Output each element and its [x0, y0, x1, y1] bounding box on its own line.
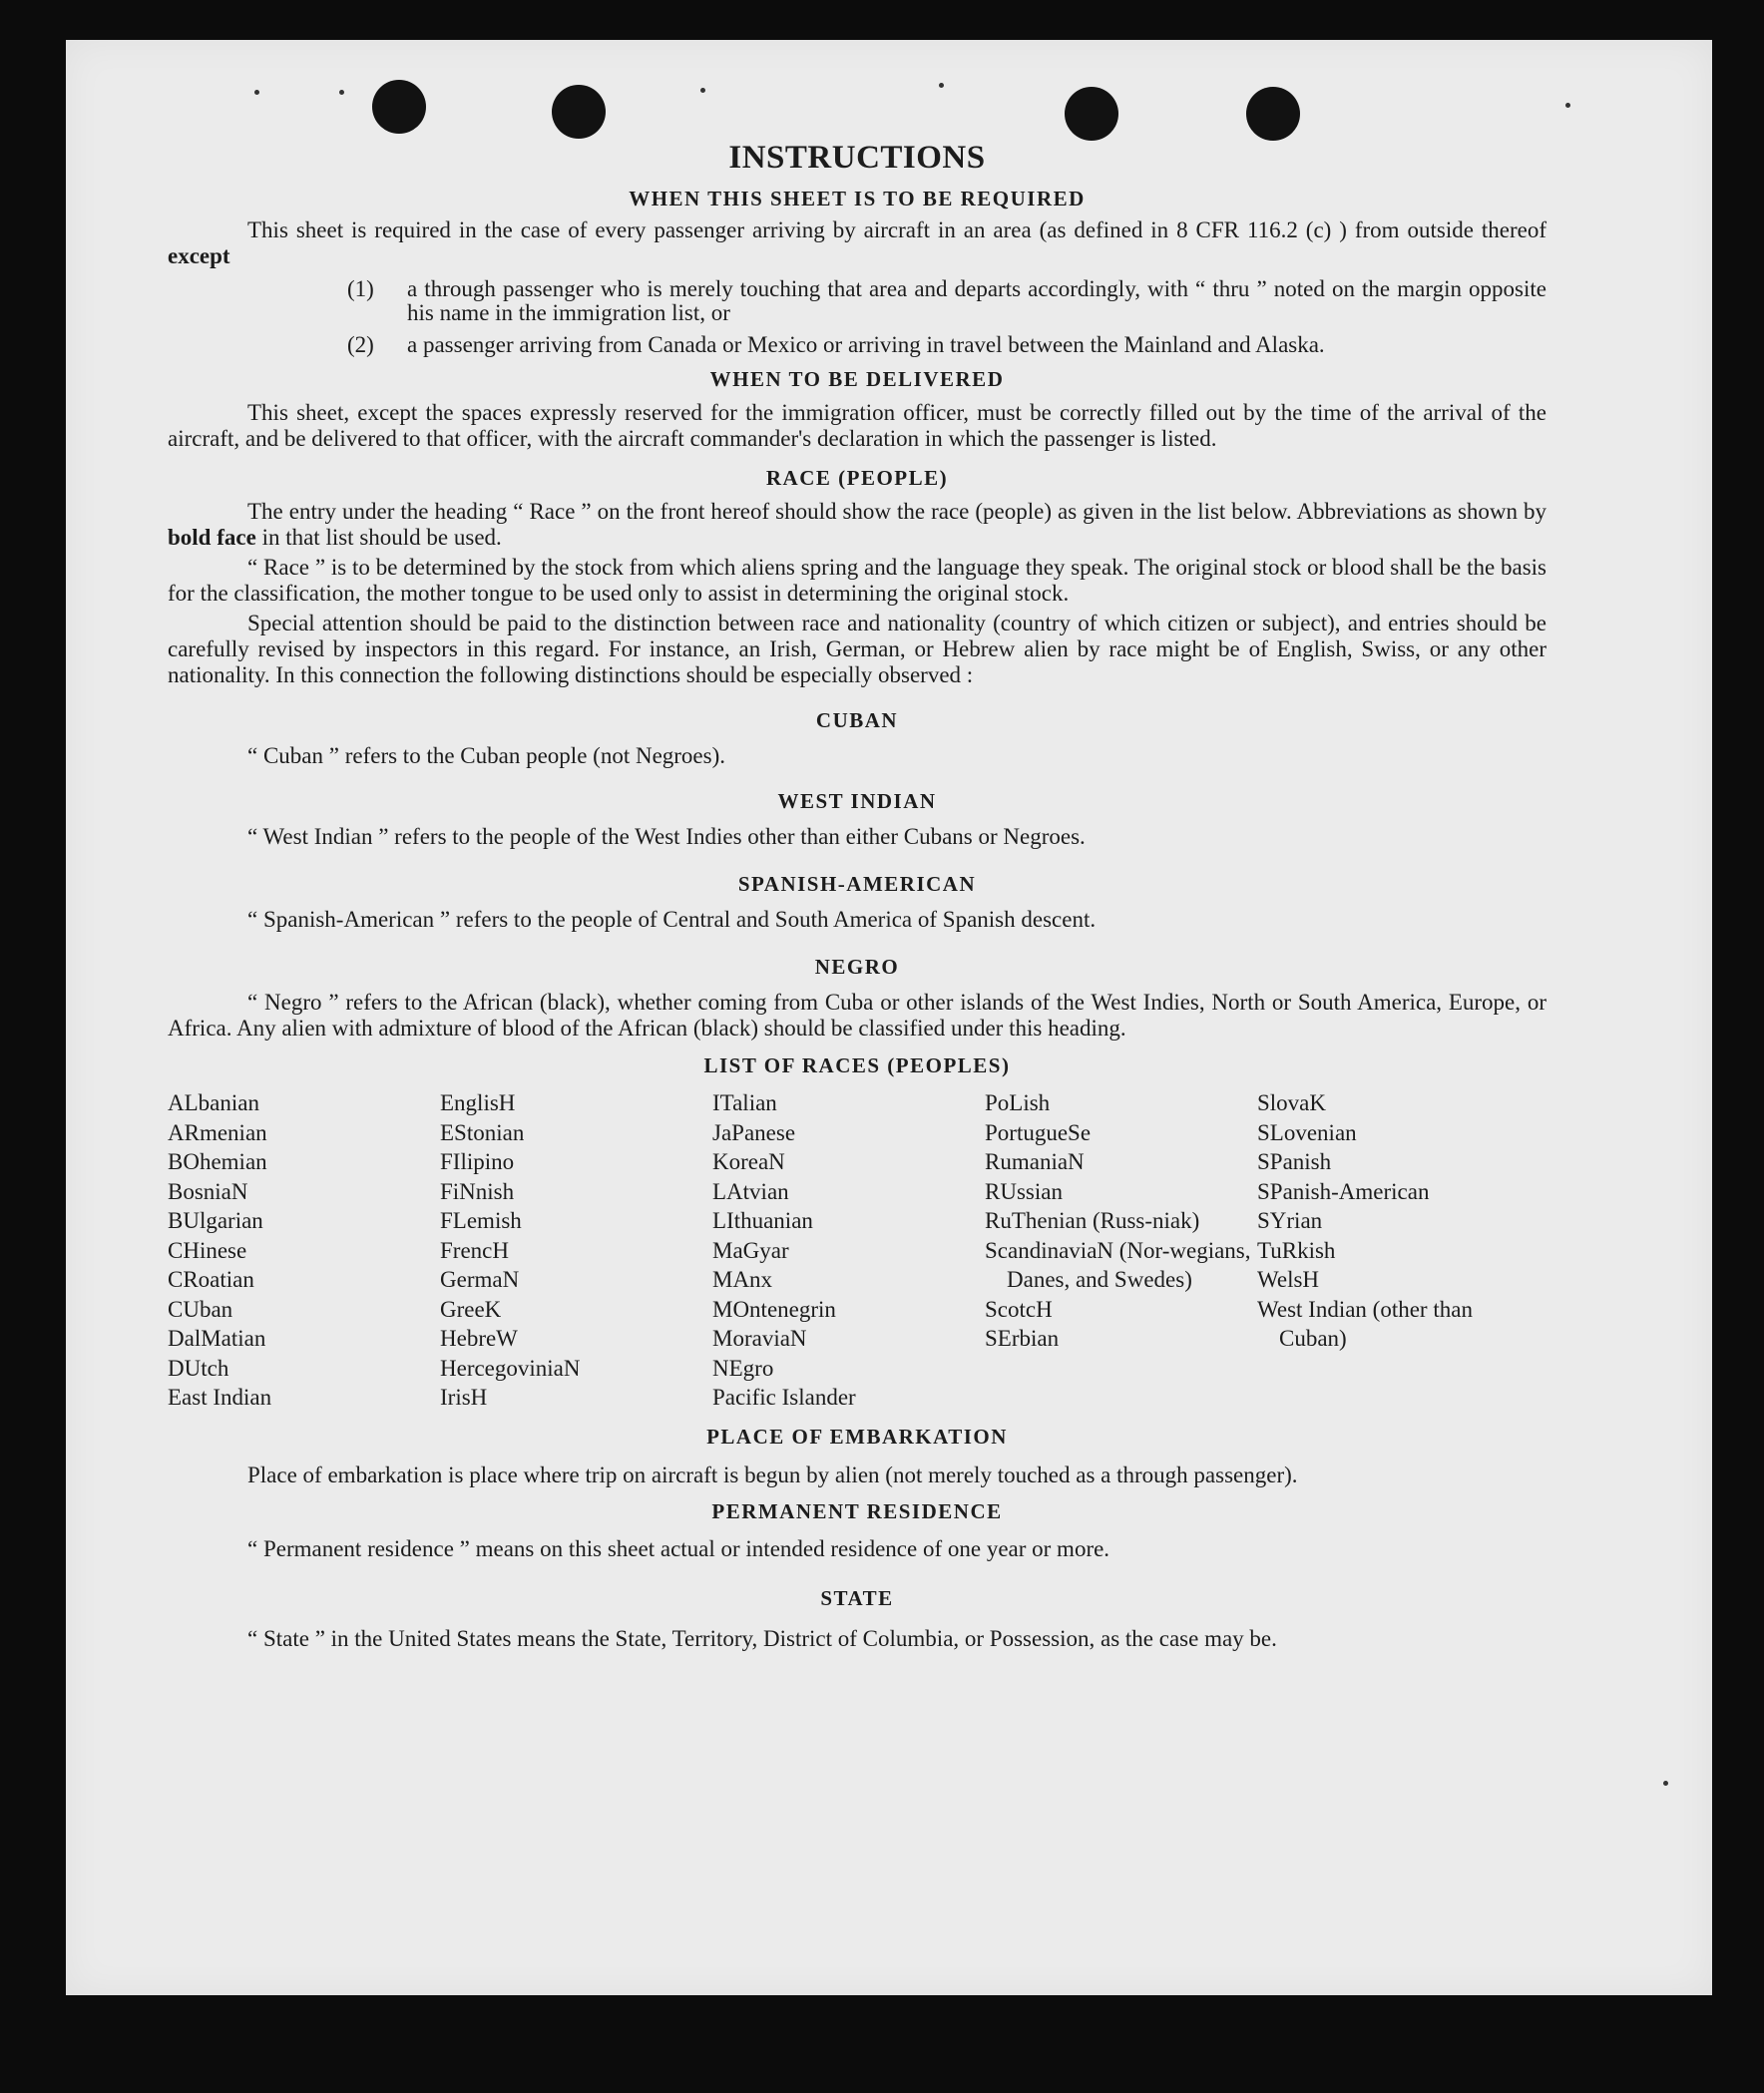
race-item: EStonian [440, 1119, 525, 1145]
race-item: MoraviaN [712, 1326, 807, 1351]
race-item: ScandinaviaN (Nor-wegians, Danes, and Swedes) [985, 1237, 1251, 1292]
race-item: West Indian (other than Cuban) [1257, 1296, 1473, 1351]
section-heading-races: LIST OF RACES (PEOPLES) [703, 1053, 1011, 1077]
exception-text: a passenger arriving from Canada or Mexico or arriving in travel between the Mainland and Alaska. [407, 332, 1325, 357]
race-column [1257, 1088, 1546, 1413]
race-item: Pacific Islander [712, 1385, 856, 1410]
race-item: IrisH [440, 1385, 488, 1410]
race-item: ARmenian [168, 1119, 267, 1145]
race-item: PoLish [985, 1090, 1051, 1115]
race-item: BUlgarian [168, 1208, 263, 1233]
race-item: DalMatian [168, 1326, 266, 1351]
exception-item [168, 333, 1546, 357]
race-item: SErbian [985, 1326, 1060, 1351]
delivered-text: This sheet, except the spaces expressly reserved for the immigration officer, must be correctly filled out by the time of the arrival of the aircraft, and be delivered to that officer, with the aircraft commander's declaration in which the passenger is listed. [168, 400, 1546, 451]
race-item: NEgro [712, 1355, 774, 1381]
race-column [985, 1088, 1257, 1413]
speck [339, 90, 344, 95]
speck [1565, 103, 1570, 108]
race-item: TuRkish [1257, 1237, 1336, 1263]
section-heading-delivered: WHEN TO BE DELIVERED [709, 367, 1005, 391]
race-item: FiNnish [440, 1178, 515, 1204]
race-item: ALbanian [168, 1090, 259, 1115]
race-item: RumaniaN [985, 1149, 1085, 1174]
race-p1-end: in that list should be used. [261, 525, 502, 550]
race-paragraph-1 [168, 499, 1546, 551]
instructions-text [168, 140, 1546, 1655]
section-heading-cuban: CUBAN [815, 708, 899, 732]
spanish-american-text: “ Spanish-American ” refers to the people of Central and South America of Spanish descent. [247, 907, 1097, 932]
race-item: East Indian [168, 1385, 272, 1410]
state-text: “ State ” in the United States means the State, Territory, District of Columbia, or Possession, as the case may be. [247, 1625, 1277, 1651]
race-item: KoreaN [712, 1149, 785, 1174]
race-item: FIlipino [440, 1149, 515, 1174]
embarkation-text: Place of embarkation is place where trip on aircraft is begun by alien (not merely touched as a through passenger). [247, 1462, 1298, 1487]
residence-text: “ Permanent residence ” means on this sheet actual or intended residence of one year or more. [247, 1535, 1110, 1561]
speck [254, 90, 259, 95]
race-list [168, 1088, 1546, 1413]
race-item: GermaN [440, 1267, 520, 1292]
race-item: EnglisH [440, 1090, 516, 1115]
cuban-text: “ Cuban ” refers to the Cuban people (not Negroes). [247, 743, 726, 768]
race-column [168, 1088, 440, 1413]
race-item: LAtvian [712, 1178, 789, 1204]
page-title: INSTRUCTIONS [728, 140, 986, 176]
punch-hole [1246, 87, 1300, 141]
race-item: BOhemian [168, 1149, 267, 1174]
section-heading-spanish-american: SPANISH-AMERICAN [737, 872, 977, 896]
section-heading-negro: NEGRO [814, 955, 900, 979]
race-p1-bold: bold face [168, 525, 256, 550]
race-item: SLovenian [1257, 1119, 1357, 1145]
race-item: SYrian [1257, 1208, 1323, 1233]
race-item: WelsH [1257, 1267, 1320, 1292]
required-intro [168, 217, 1546, 269]
required-intro-text: This sheet is required in the case of every passenger arriving by aircraft in an area (as defined in 8 CFR 116.2 (c) ) from outside thereof [247, 217, 1546, 242]
race-item: SlovaK [1257, 1090, 1326, 1115]
race-item: MAnx [712, 1267, 773, 1292]
west-indian-text: “ West Indian ” refers to the people of the West Indies other than either Cubans or Negroes. [247, 824, 1086, 849]
race-item: SPanish [1257, 1149, 1332, 1174]
race-item: BosniaN [168, 1178, 248, 1204]
exception-number: (1) [347, 276, 374, 301]
required-intro-except: except [168, 243, 230, 268]
punch-hole [1065, 87, 1118, 141]
race-column [440, 1088, 712, 1413]
race-item: FrencH [440, 1237, 509, 1263]
race-item: RuThenian (Russ-niak) [985, 1208, 1200, 1233]
race-item: ITalian [712, 1090, 777, 1115]
punch-hole [372, 80, 426, 134]
race-item: HebreW [440, 1326, 518, 1351]
section-heading-state: STATE [820, 1585, 894, 1610]
speck [939, 83, 944, 88]
race-item: DUtch [168, 1355, 229, 1381]
exception-text: a through passenger who is merely touching that area and departs accordingly, with “ thru ” noted on the margin opposite his name in the immigration list, or [407, 276, 1546, 325]
race-item: RUssian [985, 1178, 1063, 1204]
negro-text: “ Negro ” refers to the African (black), whether coming from Cuba or other islands of the West Indies, North or South America, Europe, or Africa. Any alien with admixture of blood of the African (black) should be classified under this heading. [168, 990, 1546, 1041]
race-item: MOntenegrin [712, 1296, 836, 1322]
speck [700, 88, 705, 93]
race-item: MaGyar [712, 1237, 789, 1263]
section-heading-required: WHEN THIS SHEET IS TO BE REQUIRED [629, 187, 1086, 210]
race-p1-text: The entry under the heading “ Race ” on the front hereof should show the race (people) as given in the list below. Abbreviations as shown by [247, 499, 1546, 524]
race-item: FLemish [440, 1208, 522, 1233]
race-item: CRoatian [168, 1267, 254, 1292]
race-paragraph-2: “ Race ” is to be determined by the stock from which aliens spring and the language they speak. The original stock or blood shall be the basis for the classification, the mother tongue to be used only to assist in determining the original stock. [168, 555, 1546, 606]
race-item: JaPanese [712, 1119, 796, 1145]
race-item: ScotcH [985, 1296, 1053, 1322]
race-item: SPanish-American [1257, 1178, 1430, 1204]
race-item: CUban [168, 1296, 233, 1322]
race-item: CHinese [168, 1237, 247, 1263]
section-heading-race: RACE (PEOPLE) [765, 466, 949, 490]
exception-number: (2) [347, 332, 374, 357]
race-item: GreeK [440, 1296, 502, 1322]
section-heading-west-indian: WEST INDIAN [777, 789, 937, 813]
race-item: HercegoviniaN [440, 1355, 581, 1381]
race-item: LIthuanian [712, 1208, 813, 1233]
section-heading-embarkation: PLACE OF EMBARKATION [706, 1424, 1008, 1449]
exception-item [168, 277, 1546, 325]
race-column [712, 1088, 985, 1413]
speck [1663, 1781, 1668, 1786]
race-paragraph-3: Special attention should be paid to the distinction between race and nationality (country of which citizen or subject), and entries should be carefully revised by inspectors in this regard. For instance, an Irish, German, or Hebrew alien by race might be of English, Swiss, or any other nationality. In this connection the following distinctions should be especially observed : [168, 611, 1546, 687]
race-item: PortugueSe [985, 1119, 1092, 1145]
section-heading-residence: PERMANENT RESIDENCE [711, 1498, 1003, 1523]
punch-hole [552, 85, 606, 139]
